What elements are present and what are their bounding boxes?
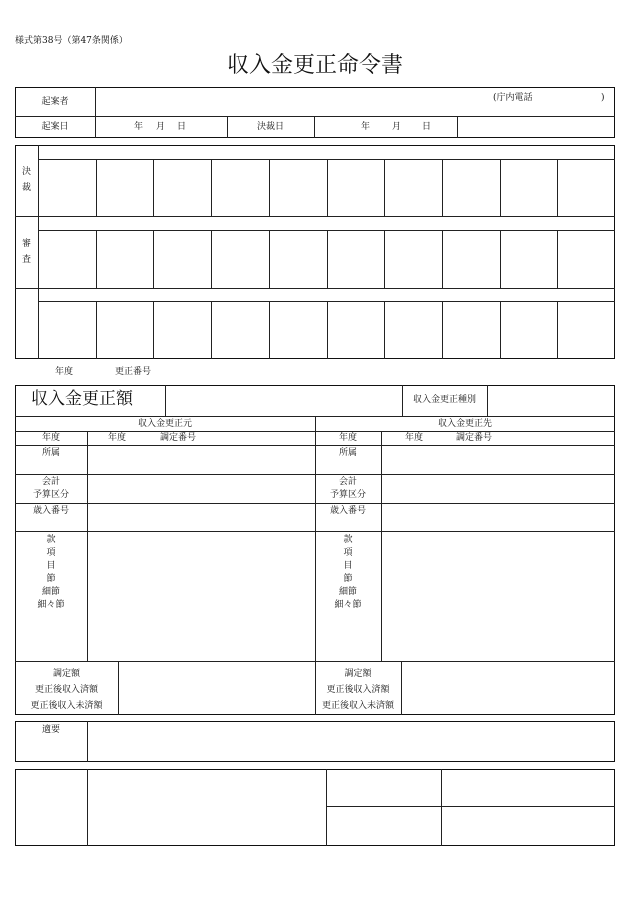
stamp-divider (211, 159, 212, 216)
budget-division-label: 予算区分 (329, 490, 366, 500)
stamp-divider (557, 230, 558, 288)
drafter-label: 起案者 (41, 97, 69, 107)
affiliation-label: 所属 (41, 448, 60, 458)
stamp-divider (500, 159, 501, 216)
stamp-divider (442, 230, 443, 288)
stamp-divider (557, 301, 558, 359)
stamp-divider (384, 301, 385, 359)
amount-label: 更正後収入未済額 (321, 701, 394, 711)
dest-classification-field[interactable] (382, 532, 614, 660)
class-item: 款 (343, 535, 353, 545)
accounting-label: 会計 (338, 477, 357, 487)
source-affiliation-field[interactable] (88, 446, 314, 473)
class-item: 細節 (41, 587, 60, 597)
decision-label-char: 裁 (22, 183, 32, 193)
stamp-divider (153, 230, 154, 288)
classification-list-left (15, 534, 87, 612)
class-item: 項 (46, 548, 56, 558)
dest-amounts-field[interactable] (402, 662, 614, 714)
class-item: 目 (46, 561, 56, 571)
stamp-divider (500, 230, 501, 288)
form-number: 様式第38号（第47条関係） (15, 36, 128, 46)
amount-label: 更正後収入未済額 (30, 701, 103, 711)
review-label-char: 審 (22, 239, 32, 249)
stamp-divider (153, 301, 154, 359)
dest-budget-field[interactable] (382, 475, 614, 502)
dest-header: 収入金更正先 (437, 419, 492, 429)
stamp-divider (384, 230, 385, 288)
stamp-divider (211, 230, 212, 288)
stamp-divider (269, 230, 270, 288)
date-year: 年 (361, 122, 371, 132)
decision-date-label: 決裁日 (256, 122, 284, 132)
stamp-divider (327, 301, 328, 359)
phone-close: ) (601, 93, 605, 103)
bottom-field[interactable] (88, 770, 325, 845)
drafter-field[interactable] (96, 88, 614, 115)
stamp-divider (153, 159, 154, 216)
amounts-list-left (15, 666, 118, 714)
stamp-divider (327, 159, 328, 216)
correction-number-label: 更正番号 (115, 367, 152, 377)
dest-revenue-number-field[interactable] (382, 504, 614, 530)
decision-label-char: 決 (22, 167, 32, 177)
class-item: 目 (343, 561, 353, 571)
review-label-char: 査 (22, 255, 32, 265)
source-budget-field[interactable] (88, 475, 314, 502)
class-item: 節 (46, 574, 56, 584)
fiscal-year-label: 年度 (338, 433, 357, 443)
amount-label: 調定額 (52, 669, 80, 679)
class-item: 細々節 (334, 600, 362, 610)
summary-label: 適要 (41, 725, 60, 735)
amount-label: 調定額 (344, 669, 372, 679)
amount-label: 更正後収入済額 (326, 685, 390, 695)
stamp-divider (96, 159, 97, 216)
class-item: 細節 (338, 587, 357, 597)
approval-grid (15, 145, 615, 359)
source-header: 収入金更正元 (137, 419, 192, 429)
stamp-divider (327, 230, 328, 288)
assessment-number-label: 調定番号 (160, 433, 197, 443)
class-item: 細々節 (37, 600, 65, 610)
phone-label: (庁内電話 (493, 93, 533, 103)
accounting-label: 会計 (41, 477, 60, 487)
stamp-divider (269, 159, 270, 216)
amount-label: 更正後収入済額 (34, 685, 98, 695)
source-classification-field[interactable] (88, 532, 314, 660)
revenue-number-label: 歳入番号 (329, 506, 366, 516)
date-year: 年 (134, 122, 144, 132)
stamp-divider (442, 301, 443, 359)
classification-list-right (315, 534, 381, 612)
decision-date-field[interactable] (315, 117, 456, 137)
fiscal-year-label: 年度 (55, 367, 74, 377)
stamp-divider (442, 159, 443, 216)
stamp-divider (557, 159, 558, 216)
stamp-divider (96, 301, 97, 359)
fiscal-year-label: 年度 (108, 433, 127, 443)
revenue-number-label: 歳入番号 (32, 506, 69, 516)
source-amounts-field[interactable] (119, 662, 314, 714)
draft-date-label: 起案日 (41, 122, 69, 132)
budget-division-label: 予算区分 (32, 490, 69, 500)
date-day: 日 (177, 122, 187, 132)
fiscal-year-label: 年度 (405, 433, 424, 443)
stamp-divider (269, 301, 270, 359)
stamp-divider (384, 159, 385, 216)
page-title: 収入金更正命令書 (226, 53, 403, 78)
class-item: 款 (46, 535, 56, 545)
correction-type-label: 収入金更正種別 (412, 395, 476, 405)
date-month: 月 (156, 122, 166, 132)
affiliation-label: 所属 (338, 448, 357, 458)
amounts-list-right (315, 666, 401, 714)
class-item: 項 (343, 548, 353, 558)
date-month: 月 (392, 122, 402, 132)
fiscal-year-label: 年度 (41, 433, 60, 443)
stamp-divider (500, 301, 501, 359)
source-revenue-number-field[interactable] (88, 504, 314, 530)
class-item: 節 (343, 574, 353, 584)
date-day: 日 (422, 122, 432, 132)
summary-field[interactable] (88, 722, 614, 761)
correction-type-field[interactable] (488, 386, 614, 415)
dest-affiliation-field[interactable] (382, 446, 614, 473)
amount-section-title: 収入金更正額 (31, 389, 133, 409)
stamp-divider (211, 301, 212, 359)
assessment-number-label: 調定番号 (456, 433, 493, 443)
stamp-divider (96, 230, 97, 288)
